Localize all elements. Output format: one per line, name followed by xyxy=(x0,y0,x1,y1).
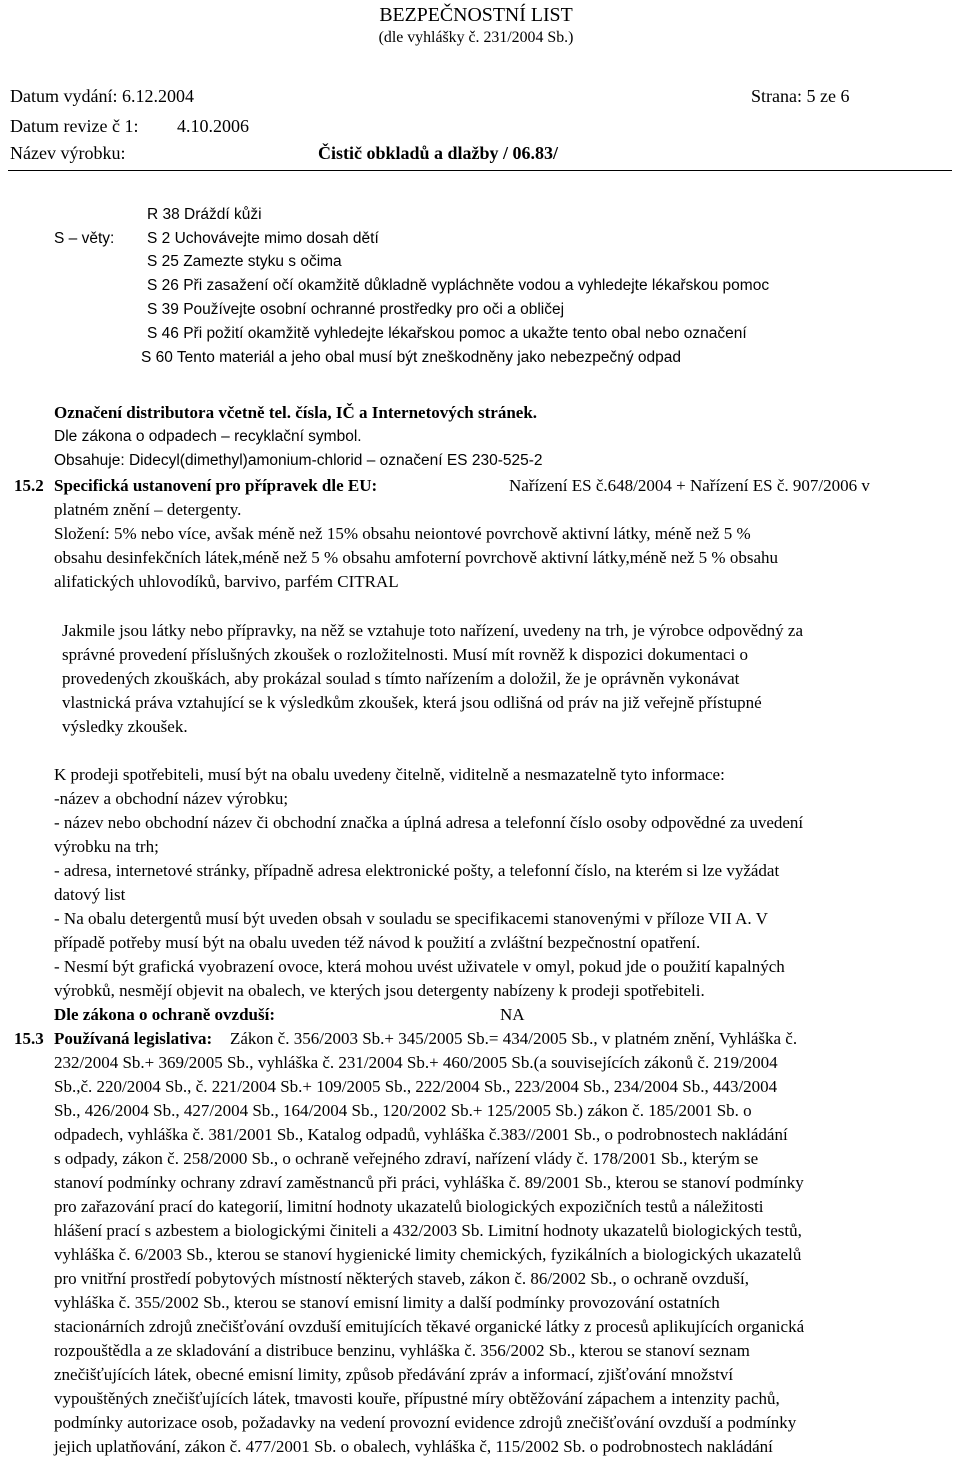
legislation-line: odpadech, vyhláška č. 381/2001 Sb., Katalog odpadů, vyhláška č.383//2001 Sb., o podrobnostech nakládání xyxy=(54,1125,788,1144)
s-phrases-label: S – věty: xyxy=(54,230,115,247)
legislation-line: podmínky autorizace osob, požadavky na vedení provozní evidence zdrojů znečišťování ovzduší a podmínky xyxy=(54,1413,797,1432)
document-subtitle: (dle vyhlášky č. 231/2004 Sb.) xyxy=(378,29,574,46)
legislation-line: pro zařazování prací do kategorií, limitní hodnoty ukazatelů biologických expozičních testů a náležitosti xyxy=(54,1197,764,1216)
document-title: BEZPEČNOSTNÍ LIST xyxy=(379,4,573,26)
product-name: Čistič obkladů a dlažby / 06.83/ xyxy=(318,143,559,163)
consumer-line: - adresa, internetové stránky, případně adresa elektronické pošty, a telefonní číslo, na kterém si lze vyžádat xyxy=(54,861,780,880)
legislation-line: jejich uplatňování, zákon č. 477/2001 Sb. o obalech, vyhláška č, 115/2002 Sb. o podrobnostech nakládání xyxy=(54,1437,773,1456)
legislation-line: vyhláška č. 355/2002 Sb., kterou se stanoví emisní limity a další podmínky provozování ostatních xyxy=(54,1293,720,1312)
legislation-line: Sb., 426/2004 Sb., 427/2004 Sb., 164/2004 Sb., 120/2002 Sb.+ 125/2005 Sb.) zákon č. 185/2001 Sb. o xyxy=(54,1101,752,1120)
legislation-line: pro vnitřní prostředí pobytových místností některých staveb, zákon č. 86/2002 Sb., o ochraně ovzduší, xyxy=(54,1269,749,1288)
consumer-line: -název a obchodní název výrobku; xyxy=(54,789,289,808)
consumer-line: výrobku na trh; xyxy=(54,837,159,856)
legislation-line: Zákon č. 356/2003 Sb.+ 345/2005 Sb.= 434/2005 Sb., v platném znění, Vyhláška č. xyxy=(230,1029,798,1048)
header-divider xyxy=(8,170,952,171)
section-15-2-number: 15.2 xyxy=(14,476,44,495)
composition-line: Složení: 5% nebo více, avšak méně než 15% obsahu neiontové povrchově aktivní látky, méně než 5 % xyxy=(54,524,751,543)
legislation-line: vypouštěných znečišťujících látek, tmavosti kouře, přípustné míry obtěžování zápachem a intenzity pachů, xyxy=(54,1389,780,1408)
revision-date: 4.10.2006 xyxy=(177,116,249,136)
testing-line: správné provedení příslušných zkoušek o rozložitelnosti. Musí mít rovněž k dispozici dokumentaci o xyxy=(62,645,748,664)
issue-date: Datum vydání: 6.12.2004 xyxy=(10,86,194,106)
consumer-line: - Na obalu detergentů musí být uveden obsah v souladu se specifikacemi stanovenými v příloze VII A. V xyxy=(54,909,768,928)
testing-line: Jakmile jsou látky nebo přípravky, na něž se vztahuje toto nařízení, uvedeny na trh, je výrobce odpovědný za xyxy=(62,621,803,640)
consumer-line: K prodeji spotřebiteli, musí být na obalu uvedeny čitelně, viditelně a nesmazatelně tyto informace: xyxy=(54,765,725,784)
distributor-heading: Označení distributora včetně tel. čísla, IČ a Internetových stránek. xyxy=(54,403,538,422)
testing-line: vlastnická práva vztahující se k výsledkům zkoušek, která jsou odlišná od práv na již veřejně přístupné xyxy=(62,693,762,712)
eu-regulation-cont: platném znění – detergenty. xyxy=(54,500,242,519)
testing-line: provedených zkouškách, aby prokázal soulad s tímto nařízením a doložil, že je oprávněn vykonávat xyxy=(62,669,740,688)
section-15-3-label: Používaná legislativa: xyxy=(54,1029,213,1048)
legislation-line: rozpouštědla a ze skladování a distribuce benzinu, vyhláška č. 356/2002 Sb., kterou se stanoví seznam xyxy=(54,1341,750,1360)
recycling-note: Dle zákona o odpadech – recyklační symbol. xyxy=(54,428,362,445)
page-number: Strana: 5 ze 6 xyxy=(751,86,850,106)
s-phrase-2: S 2 Uchovávejte mimo dosah dětí xyxy=(147,230,379,247)
legislation-line: hlášení prací s azbestem a biologickými činiteli a 432/2003 Sb. Limitní hodnoty ukazatelů biologických testů, xyxy=(54,1221,802,1240)
consumer-line: - název nebo obchodní název či obchodní značka a úplná adresa a telefonní číslo osoby odpovědné za uvedení xyxy=(54,813,804,832)
consumer-line: datový list xyxy=(54,885,126,904)
r-phrase-38: R 38 Dráždí kůži xyxy=(147,206,262,223)
s-phrase-25: S 25 Zamezte styku s očima xyxy=(147,253,342,270)
air-protection-value: NA xyxy=(500,1005,525,1024)
section-15-2-heading: Specifická ustanovení pro přípravek dle EU: xyxy=(54,476,378,495)
legislation-line: s odpady, zákon č. 258/2000 Sb., o ochraně veřejného zdraví, nařízení vlády č. 178/2001 Sb., kterým se xyxy=(54,1149,759,1168)
legislation-line: Sb.,č. 220/2004 Sb., č. 221/2004 Sb.+ 109/2005 Sb., 222/2004 Sb., 223/2004 Sb., 234/2004 Sb., 443/2004 xyxy=(54,1077,778,1096)
contains-note: Obsahuje: Didecyl(dimethyl)amonium-chlorid – označení ES 230-525-2 xyxy=(54,452,543,469)
consumer-line: případě potřeby musí být na obalu uveden též návod k použití a zvláštní bezpečnostní opatření. xyxy=(54,933,701,952)
eu-regulation: Nařízení ES č.648/2004 + Nařízení ES č. 907/2006 v xyxy=(509,476,870,495)
legislation-line: znečišťujících látek, obecné emisní limity, způsob předávání zpráv a informací, zjišťování množství xyxy=(54,1365,734,1384)
composition-line: obsahu desinfekčních látek,méně než 5 % obsahu amfoterní povrchově aktivní látky,méně než 5 % obsahu xyxy=(54,548,778,567)
s-phrase-46: S 46 Při požití okamžitě vyhledejte lékařskou pomoc a ukažte tento obal nebo označení xyxy=(147,325,747,342)
s-phrase-39: S 39 Používejte osobní ochranné prostředky pro oči a obličej xyxy=(147,301,565,318)
consumer-line: výrobků, nesmějí objevit na obalech, ve kterých jsou detergenty nabízeny k prodeji spotřebiteli. xyxy=(54,981,705,1000)
product-label: Název výrobku: xyxy=(10,143,126,163)
revision-label: Datum revize č 1: xyxy=(10,116,139,136)
consumer-line: - Nesmí být grafická vyobrazení ovoce, která mohou uvést uživatele v omyl, pokud jde o použití kapalných xyxy=(54,957,785,976)
legislation-line: 232/2004 Sb.+ 369/2005 Sb., vyhláška č. 231/2004 Sb.+ 460/2005 Sb.(a souvisejících zákonů č. 219/2004 xyxy=(54,1053,778,1072)
legislation-line: stacionárních zdrojů znečišťování ovzduší emitujících těkavé organické látky z procesů aplikujících organická xyxy=(54,1317,805,1336)
legislation-line: stanoví podmínky ochrany zdraví zaměstnanců při práci, vyhláška č. 89/2001 Sb., kterou se stanoví podmínky xyxy=(54,1173,804,1192)
composition-line: alifatických uhlovodíků, barvivo, parfém CITRAL xyxy=(54,572,399,591)
s-phrase-26: S 26 Při zasažení očí okamžitě důkladně vypláchněte vodou a vyhledejte lékařskou pomoc xyxy=(147,277,770,294)
section-15-3-number: 15.3 xyxy=(14,1029,44,1048)
air-protection-label: Dle zákona o ochraně ovzduší: xyxy=(54,1005,275,1024)
testing-line: výsledky zkoušek. xyxy=(62,717,188,736)
legislation-line: vyhláška č. 6/2003 Sb., kterou se stanoví hygienické limity chemických, fyzikálních a biologických ukazatelů xyxy=(54,1245,802,1264)
s-phrase-60: S 60 Tento materiál a jeho obal musí být zneškodněny jako nebezpečný odpad xyxy=(141,349,681,366)
